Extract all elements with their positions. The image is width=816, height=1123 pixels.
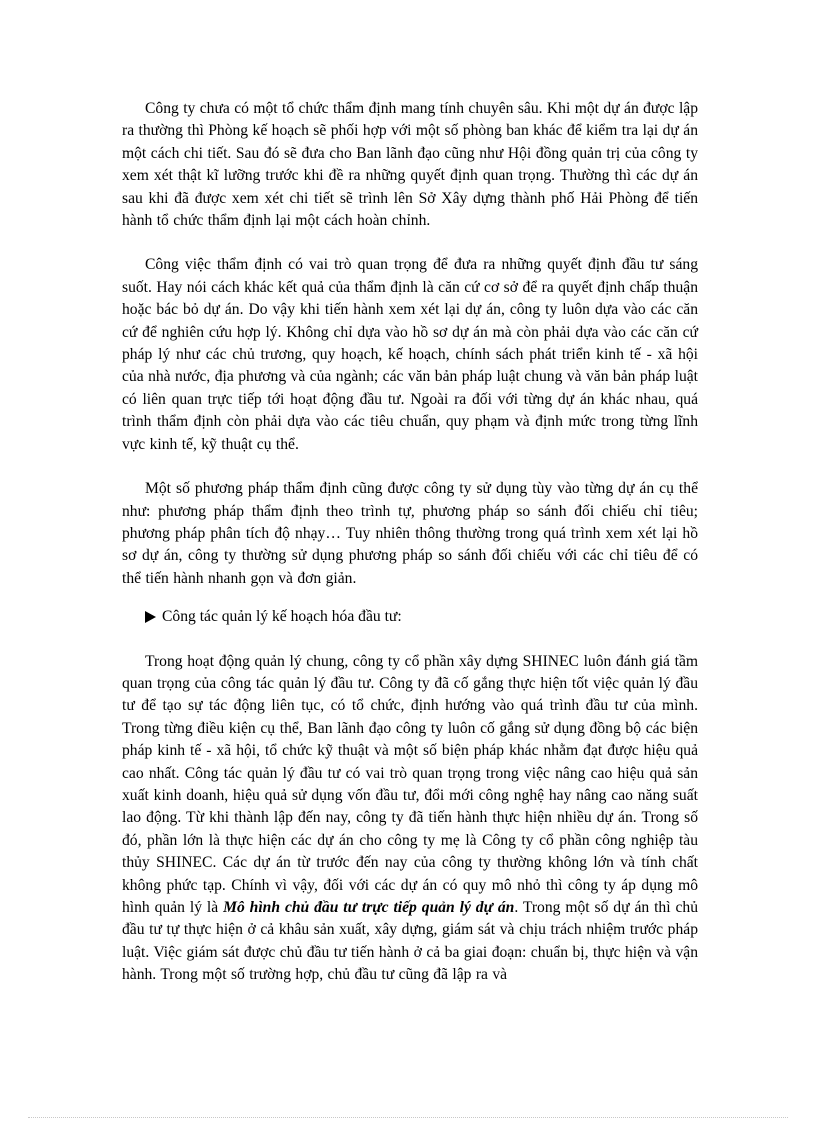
paragraph-investment-management	[122, 651, 698, 987]
emphasis-text: Mô hình chủ đầu tư trực tiếp quản lý dự án	[223, 899, 515, 916]
paragraph-appraisal-methods: Một số phương pháp thẩm định cũng được công ty sử dụng tùy vào từng dự án cụ thể như: phương pháp thẩm định theo trình tự, phương pháp so sánh đối chiếu chỉ tiêu; phương pháp phân tích độ nhạy… Tuy nhiên thông thường trong quá trình xem xét lại hồ sơ dự án, công ty thường sử dụng phương pháp so sánh đối chiếu với các chỉ tiêu để có thể tiến hành nhanh gọn và đơn giản.	[122, 480, 698, 587]
paragraph-text-after: . Trong một số dự án thì chủ đầu tư tự thực hiện ở cả khâu sản xuất, xây dựng, giám sát và chịu trách nhiệm trước pháp luật. Việc giám sát được chủ đầu tư tiến hành ở cả ba giai đoạn: chuẩn bị, thực hiện và vận hành. Trong một số trường hợp, chủ đầu tư cũng đã lập ra và	[122, 899, 698, 984]
page-bottom-border	[28, 1117, 788, 1118]
bullet-arrow-icon	[145, 611, 156, 623]
section-heading	[145, 606, 698, 628]
paragraph-appraisal-organization: Công ty chưa có một tổ chức thẩm định mang tính chuyên sâu. Khi một dự án được lập ra thường thì Phòng kế hoạch sẽ phối hợp với một số phòng ban khác để kiểm tra lại dự án một cách chi tiết. Sau đó sẽ đưa cho Ban lãnh đạo cũng như Hội đồng quản trị của công ty xem xét thật kĩ lưỡng trước khi đề ra những quyết định quan trọng. Thường thì các dự án sau khi đã được xem xét chi tiết sẽ trình lên Sở Xây dựng thành phố Hải Phòng để tiến hành tổ chức thẩm định lại một cách hoàn chỉnh.	[122, 100, 698, 230]
document-body	[122, 98, 698, 1009]
paragraph-text-before: Trong hoạt động quản lý chung, công ty cổ phần xây dựng SHINEC luôn đánh giá tầm quan trọng của công tác quản lý đầu tư. Công ty đã cố gắng thực hiện tốt việc quản lý đầu tư để tạo sự tác động liên tục, có tổ chức, định hướng vào quá trình đầu tư của mình. Trong từng điều kiện cụ thể, Ban lãnh đạo công ty luôn cố gắng sử dụng đồng bộ các biện pháp kinh tế - xã hội, tổ chức kỹ thuật và một số biện pháp khác nhằm đạt được hiệu quả cao nhất. Công tác quản lý đầu tư có vai trò quan trọng trong việc nâng cao hiệu quả sản xuất kinh doanh, hiệu quả sử dụng vốn đầu tư, đổi mới công nghệ hay nâng cao năng suất lao động. Từ khi thành lập đến nay, công ty đã tiến hành thực hiện nhiều dự án. Trong số đó, phần lớn là thực hiện các dự án cho công ty mẹ là Công ty cổ phần công nghiệp tàu thủy SHINEC. Các dự án từ trước đến nay của công ty thường không lớn và tính chất không phức tạp. Chính vì vậy, đối với các dự án có quy mô nhỏ thì công ty áp dụng mô hình quản lý là	[122, 652, 698, 916]
section-heading-text: Công tác quản lý kế hoạch hóa đầu tư:	[162, 608, 402, 626]
paragraph-appraisal-role: Công việc thẩm định có vai trò quan trọng để đưa ra những quyết định đầu tư sáng suốt. Hay nói cách khác kết quả của thẩm định là căn cứ cơ sở để ra quyết định chấp thuận hoặc bác bỏ dự án. Do vậy khi tiến hành xem xét lại dự án, công ty luôn dựa vào các căn cứ để nghiên cứu hợp lý. Không chỉ dựa vào hồ sơ dự án mà còn phải dựa vào các căn cứ pháp lý như các chủ trương, quy hoạch, kế hoạch, chính sách phát triển kinh tế - xã hội của nhà nước, địa phương và của ngành; các văn bản pháp luật chung và văn bản pháp luật có liên quan trực tiếp tới hoạt động đầu tư. Ngoài ra đối với từng dự án khác nhau, quá trình thẩm định còn phải dựa vào các tiêu chuẩn, quy phạm và định mức trong từng lĩnh vực kinh tế, kỹ thuật cụ thể.	[122, 256, 698, 453]
